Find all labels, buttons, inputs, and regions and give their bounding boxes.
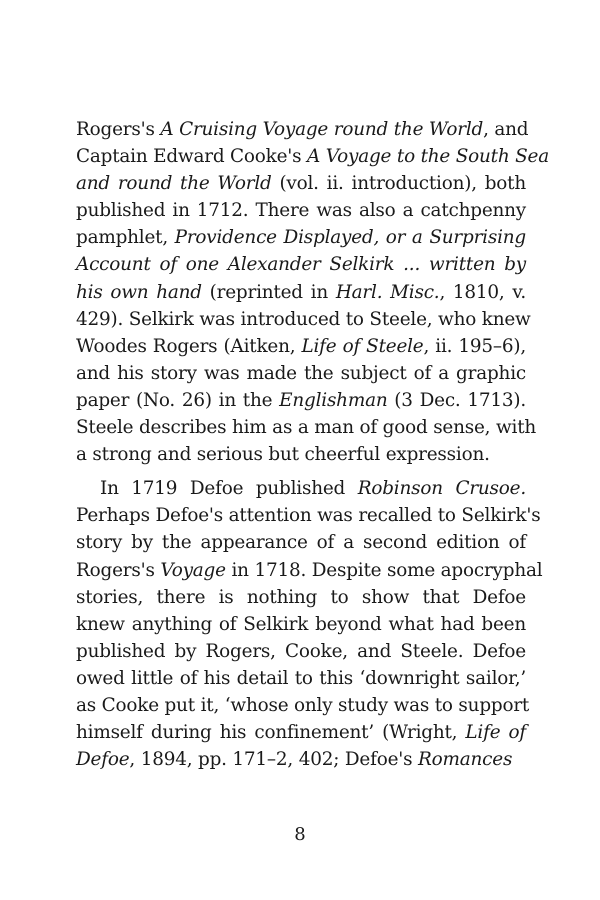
text-line bbox=[76, 665, 526, 692]
text-line bbox=[76, 441, 526, 468]
text-line bbox=[76, 638, 526, 665]
italic-text: Voyage bbox=[160, 559, 226, 581]
italic-text: Account of one Alexander Selkirk ... written by bbox=[76, 254, 526, 276]
text-run: knew anything of Selkirk beyond what had been bbox=[76, 613, 526, 635]
text-line bbox=[76, 475, 526, 502]
text-line bbox=[76, 719, 526, 746]
text-run: paper (No. 26) in the bbox=[76, 389, 280, 411]
paragraph-2 bbox=[76, 475, 543, 773]
text-run: published by Rogers, Cooke, and Steele. Defoe bbox=[76, 640, 526, 662]
text-run: 429). Selkirk was introduced to Steele, who knew bbox=[76, 308, 531, 330]
text-line bbox=[76, 611, 526, 638]
text-line bbox=[76, 529, 526, 556]
text-run: Woodes Rogers (Aitken, bbox=[76, 335, 302, 357]
italic-text: and round the World bbox=[76, 173, 272, 195]
text-line bbox=[76, 224, 526, 251]
text-run: In 1719 Defoe published bbox=[100, 478, 358, 500]
text-run: (3 Dec. 1713). bbox=[387, 389, 526, 411]
text-line bbox=[76, 502, 541, 529]
text-line bbox=[76, 387, 526, 414]
text-run: and his story was made the subject of a graphic bbox=[76, 362, 526, 384]
text-line bbox=[76, 333, 526, 360]
italic-text: his own hand bbox=[76, 281, 202, 303]
text-run: stories, there is nothing to show that Defoe bbox=[76, 586, 526, 608]
text-run: in 1718. Despite some apocryphal bbox=[225, 559, 543, 581]
text-run: (reprinted in bbox=[201, 281, 336, 303]
text-run: pamphlet, bbox=[76, 227, 175, 249]
text-line bbox=[76, 251, 526, 278]
italic-text: Defoe bbox=[76, 749, 130, 771]
text-run: story by the appearance of a second edition of bbox=[76, 532, 526, 554]
page-number: 8 bbox=[294, 824, 306, 845]
text-run: (vol. ii. introduction), both bbox=[271, 173, 527, 195]
italic-text: Romances bbox=[418, 749, 513, 771]
italic-text: Robinson Crusoe. bbox=[357, 478, 526, 500]
text-run: , and bbox=[483, 119, 529, 140]
text-run: himself during his confinement’ (Wright, bbox=[76, 722, 466, 744]
text-run: Perhaps Defoe's attention was recalled to Selkirk's bbox=[76, 505, 541, 527]
text-line bbox=[76, 170, 526, 197]
italic-text: Life of Steele bbox=[301, 335, 424, 357]
italic-text: A Cruising Voyage round the World bbox=[160, 119, 484, 140]
text-line bbox=[76, 557, 543, 584]
text-line bbox=[76, 360, 526, 387]
text-line bbox=[76, 584, 526, 611]
text-run: , 1810, v. bbox=[439, 281, 526, 303]
text-run: Steele describes him as a man of good sense, with bbox=[76, 417, 537, 439]
text-run: owed little of his detail to this ‘downright sailor,’ bbox=[76, 667, 526, 689]
text-run: Rogers's bbox=[76, 559, 161, 581]
italic-text: Life of bbox=[465, 722, 526, 744]
text-line bbox=[76, 197, 526, 224]
italic-text: Providence Displayed, or a Surprising bbox=[174, 227, 526, 249]
text-run: , 1894, pp. 171–2, 402; Defoe's bbox=[129, 749, 418, 771]
paragraph-1 bbox=[76, 116, 549, 468]
text-run: published in 1712. There was also a catchpenny bbox=[76, 200, 526, 222]
italic-text: Harl. Misc. bbox=[335, 281, 440, 303]
text-run: a strong and serious but cheerful expression. bbox=[76, 444, 490, 466]
text-line bbox=[76, 692, 530, 719]
text-line bbox=[76, 414, 537, 441]
body-text bbox=[76, 116, 549, 773]
italic-text: A Voyage to the South Sea bbox=[307, 146, 549, 168]
text-line bbox=[76, 306, 531, 333]
italic-text: Englishman bbox=[279, 389, 388, 411]
text-run: , ii. 195–6), bbox=[423, 335, 526, 357]
text-line bbox=[76, 746, 526, 773]
text-line bbox=[76, 143, 549, 170]
text-run: Captain Edward Cooke's bbox=[76, 146, 308, 168]
text-run: Rogers's bbox=[76, 119, 161, 140]
text-line bbox=[76, 116, 529, 143]
text-line bbox=[76, 279, 526, 306]
text-run: as Cooke put it, ‘whose only study was to support bbox=[76, 694, 530, 716]
